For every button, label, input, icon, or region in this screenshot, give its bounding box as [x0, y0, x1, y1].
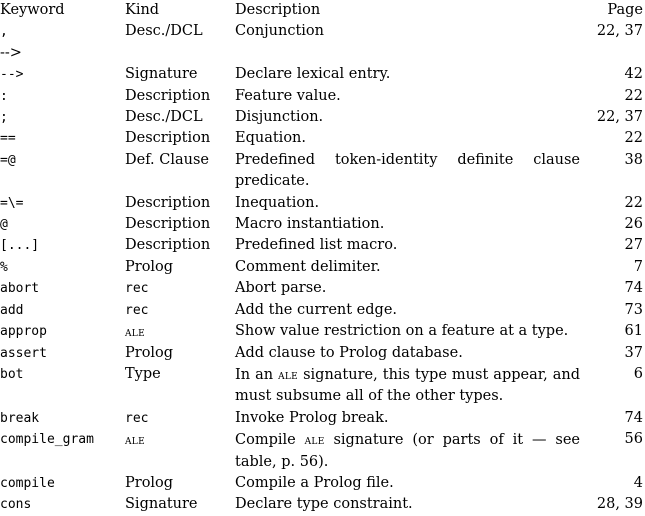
row-kind: Description: [125, 216, 211, 233]
row-keyword: add: [0, 302, 24, 318]
row-description: Compile a Prolog file.: [235, 474, 394, 491]
desc-part-ale: ale: [278, 366, 299, 382]
table-row: [0, 300, 645, 321]
row-description: Add the current edge.: [235, 301, 398, 318]
row-kind: Def. Clause: [125, 151, 210, 168]
row-page: 42: [624, 66, 643, 83]
table-row: [0, 128, 645, 149]
row-page: 22: [624, 194, 643, 211]
table-row: [0, 235, 645, 256]
row-kind: Desc./DCL: [125, 23, 203, 40]
table-row: [0, 343, 645, 364]
row-page: 22, 37: [596, 109, 643, 126]
row-keyword: compile_gram: [0, 432, 94, 448]
row-page: 22, 37: [596, 23, 643, 40]
row-keyword: compile: [0, 475, 55, 491]
row-description: [235, 429, 585, 473]
desc-part: Compile: [235, 432, 305, 449]
row-kind: Description: [125, 194, 211, 211]
row-keyword: ,: [0, 24, 8, 40]
row-description: Abort parse.: [235, 280, 327, 297]
desc-part: signature, this type must appear, and must subsume all of the other types.: [235, 366, 580, 405]
table-row: [0, 214, 645, 235]
table-row: [0, 473, 645, 494]
row-keyword: %: [0, 259, 8, 275]
row-kind: Description: [125, 87, 211, 104]
row-kind: Prolog: [125, 258, 174, 275]
row-keyword: =@: [0, 152, 16, 168]
row-keyword: abort: [0, 281, 40, 297]
row-keyword: -->: [0, 67, 24, 83]
table-row: [0, 408, 645, 429]
row-kind: ale: [125, 324, 145, 340]
row-keyword: assert: [0, 345, 47, 361]
row-kind: Prolog: [125, 474, 174, 491]
row-kind: Type: [125, 365, 161, 382]
row-kind: rec: [125, 410, 149, 426]
table-row: [0, 364, 645, 408]
header-kind: Kind: [125, 2, 160, 18]
row-kind: Desc./DCL: [125, 109, 203, 126]
table-row: [0, 278, 645, 299]
row-kind: Signature: [125, 496, 198, 513]
row-page: 73: [624, 301, 643, 318]
table-row: [0, 86, 645, 107]
table-row: [0, 494, 645, 515]
row-kind: Description: [125, 130, 211, 147]
row-description: Inequation.: [235, 194, 320, 211]
row-page: 22: [624, 87, 643, 104]
row-description: Comment delimiter.: [235, 258, 381, 275]
row-page: 4: [633, 474, 643, 491]
row-keyword: bot: [0, 366, 24, 382]
row-page: 7: [633, 258, 643, 275]
row-description: Add clause to Prolog database.: [235, 344, 463, 361]
table-row: [0, 21, 645, 42]
row-page: 56: [624, 431, 643, 448]
row-description: Disjunction.: [235, 109, 324, 126]
row-description: Conjunction: [235, 23, 324, 40]
row-keyword: :: [0, 88, 8, 104]
row-description: Equation.: [235, 130, 306, 147]
row-description: Predefined list macro.: [235, 237, 398, 254]
row-kind: ale: [125, 432, 145, 448]
row-description: [235, 364, 585, 408]
table-row: [0, 64, 645, 85]
table-header: [0, 0, 645, 21]
row-description: Invoke Prolog break.: [235, 409, 389, 426]
row-description: Predefined token-identity definite clause predicate.: [235, 151, 580, 190]
row-keyword: ==: [0, 131, 16, 147]
desc-part: signature (or parts of it — see table, p. 56).: [235, 432, 580, 470]
row-page: 26: [624, 216, 643, 233]
row-page: 74: [624, 280, 643, 297]
row-description: Show value restriction on a feature at a type.: [235, 323, 569, 340]
table-row: [0, 107, 645, 128]
row-description: Declare lexical entry.: [235, 66, 391, 83]
header-description: Description: [235, 2, 321, 18]
row-keyword: =\=: [0, 195, 24, 211]
row-page: 37: [624, 344, 643, 361]
row-kind: rec: [125, 302, 149, 318]
table-row: [0, 193, 645, 214]
table-row: [0, 257, 645, 278]
header-page: Page: [607, 2, 643, 18]
row-kind: Description: [125, 237, 211, 254]
row-keyword: @: [0, 217, 8, 233]
row-description: Macro instantiation.: [235, 216, 385, 233]
row-page: 6: [633, 365, 643, 382]
row-kind: Signature: [125, 66, 198, 83]
row-page: 61: [624, 323, 643, 340]
row-keyword: [...]: [0, 238, 40, 254]
row-page: 22: [624, 130, 643, 147]
row-page: 27: [624, 237, 643, 254]
row-keyword: break: [0, 410, 40, 426]
table-row: [0, 429, 645, 473]
row-page: 28, 39: [596, 496, 643, 513]
row-kind: Prolog: [125, 344, 174, 361]
keyword-table: Keyword Kind Description Page , Desc./DCL Conjunction 22, 37 --> --> Signature Declare lexical entry. 42 : Description Feature value. 22 ; Desc./DCL Disjunction. 22, 37 == Description Equation. 22 =@ Def. Clause Predefined token-identity definite clause predicate. 38 =\= Description Inequation. 22 @ Description Macro instantiation. 26 [...] Description Predefined list macro. 27 % Prolog Comment delimiter. 7 abort rec Abort parse. 74 add rec Add the current edge. 73 approp ale Show value restriction on a feature at a type. 61 assert Prolog Add clause to Prolog database. 37 bot Type In an ale signature, this type must appear, and must subsume all of the other types. 6 break rec Invoke Prolog break. 74 compile_gram ale Compile ale signature (or parts of it — see table, p. 56). 56 compile Prolog Compile a Prolog file. 4 cons Signature Declare type constraint. 28, 39: [0, 0, 645, 492]
row-description: Declare type constraint.: [235, 496, 413, 513]
table-row: [0, 150, 645, 193]
desc-part-ale: ale: [304, 432, 325, 448]
row-page: 74: [624, 409, 643, 426]
row-keyword: approp: [0, 324, 47, 340]
row-keyword: ;: [0, 110, 8, 126]
table-row: [0, 321, 645, 342]
header-keyword: Keyword: [0, 2, 65, 18]
row-page: 38: [624, 151, 643, 168]
row-description: Feature value.: [235, 87, 341, 104]
desc-part: In an: [235, 366, 279, 383]
row-kind: rec: [125, 281, 149, 297]
row-keyword: cons: [0, 497, 32, 513]
